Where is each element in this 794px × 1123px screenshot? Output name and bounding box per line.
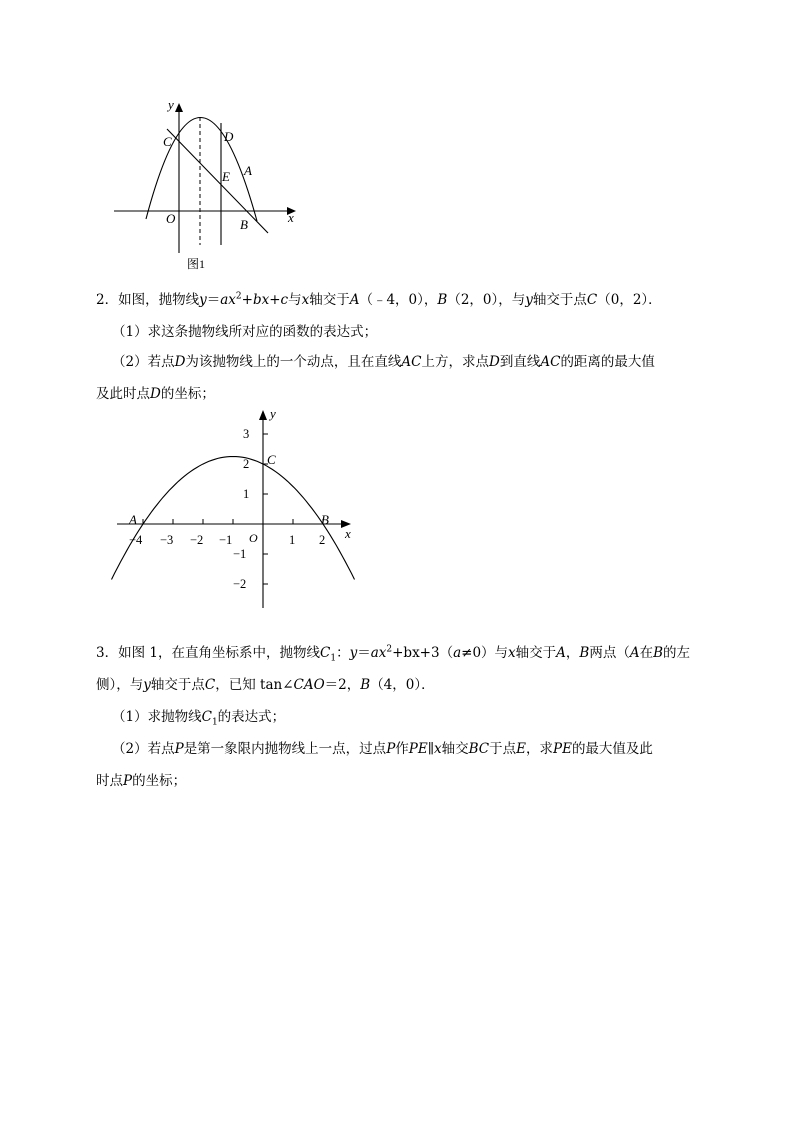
q2-xtick-label: −4 [129, 533, 143, 547]
q2-ytick-label: −2 [233, 577, 247, 591]
q3-part2: （2）若点P是第一象限内抛物线上一点，过点P作PE∥x轴交BC于点E，求PE的最大值及此 [112, 741, 653, 757]
q2-part2-cont: 及此时点D的坐标； [96, 386, 215, 402]
q3-stem: 3．如图 1，在直角坐标系中，抛物线$C_1$：$y=ax^2+bx+3(a\ne 0)$与x轴交于A，B两点（A在B的左 [96, 644, 691, 664]
fig1-label-y: y [168, 97, 174, 112]
q3-stem-cont: 侧），与y轴交于点C，已知 tan∠CAO＝2，B（4，0）． [96, 677, 435, 693]
q3-part2-cont: 时点P的坐标； [96, 773, 187, 789]
fig1-label-E: E [222, 169, 230, 184]
q3-number: 3． [96, 645, 119, 661]
q2-xtick-label: −3 [160, 533, 174, 547]
fig1-label-O: O [166, 211, 176, 226]
q2-xtick-label: −2 [190, 533, 204, 547]
fig1-y-arrow-icon [175, 103, 183, 112]
q2-part1: （1）求这条抛物线所对应的函数的表达式； [112, 324, 378, 340]
fig1-label-B: B [240, 217, 248, 232]
q2-label-C: C [267, 452, 276, 467]
q2-label-x: x [345, 526, 351, 541]
q2-ytick-label: 3 [243, 427, 250, 441]
fig1-caption: 图1 [187, 257, 206, 271]
fig1-label-C: C [163, 134, 172, 149]
q2-xtick-label: 1 [289, 533, 296, 547]
q2-ytick-label: 2 [243, 457, 250, 471]
q2-part2: （2）若点D为该抛物线上的一个动点，且在直线AC上方，求点D到直线AC的距离的最大值 [112, 354, 655, 370]
q2-xtick-label: −1 [219, 533, 233, 547]
q2-label-y: y [270, 406, 276, 421]
fig1-label-D: D [224, 129, 234, 144]
q2-label-B: B [321, 512, 329, 527]
q2-number: 2． [96, 292, 119, 308]
fig1-line-CB [167, 129, 268, 233]
q2-label-A: A [129, 512, 137, 527]
q2-xtick-label: 2 [319, 533, 326, 547]
q2-y-arrow-icon [259, 410, 267, 420]
fig1-label-x: x [288, 210, 294, 225]
q2-graph [105, 402, 370, 614]
figure-1 [100, 95, 315, 275]
q2-ytick-label: −1 [233, 547, 247, 561]
q3-part1: （1）求抛物线$C_1$的表达式； [112, 709, 286, 728]
q2-stem: 2．如图，抛物线$y=ax^2+bx+c$与x轴交于A（﹣4，0），B（2，0），与y轴交于点C（0，2）． [96, 291, 662, 308]
q2-parabola [112, 457, 355, 580]
fig1-label-A: A [244, 163, 252, 178]
q2-ytick-label: 1 [243, 487, 250, 501]
q2-label-O: O [249, 531, 258, 545]
